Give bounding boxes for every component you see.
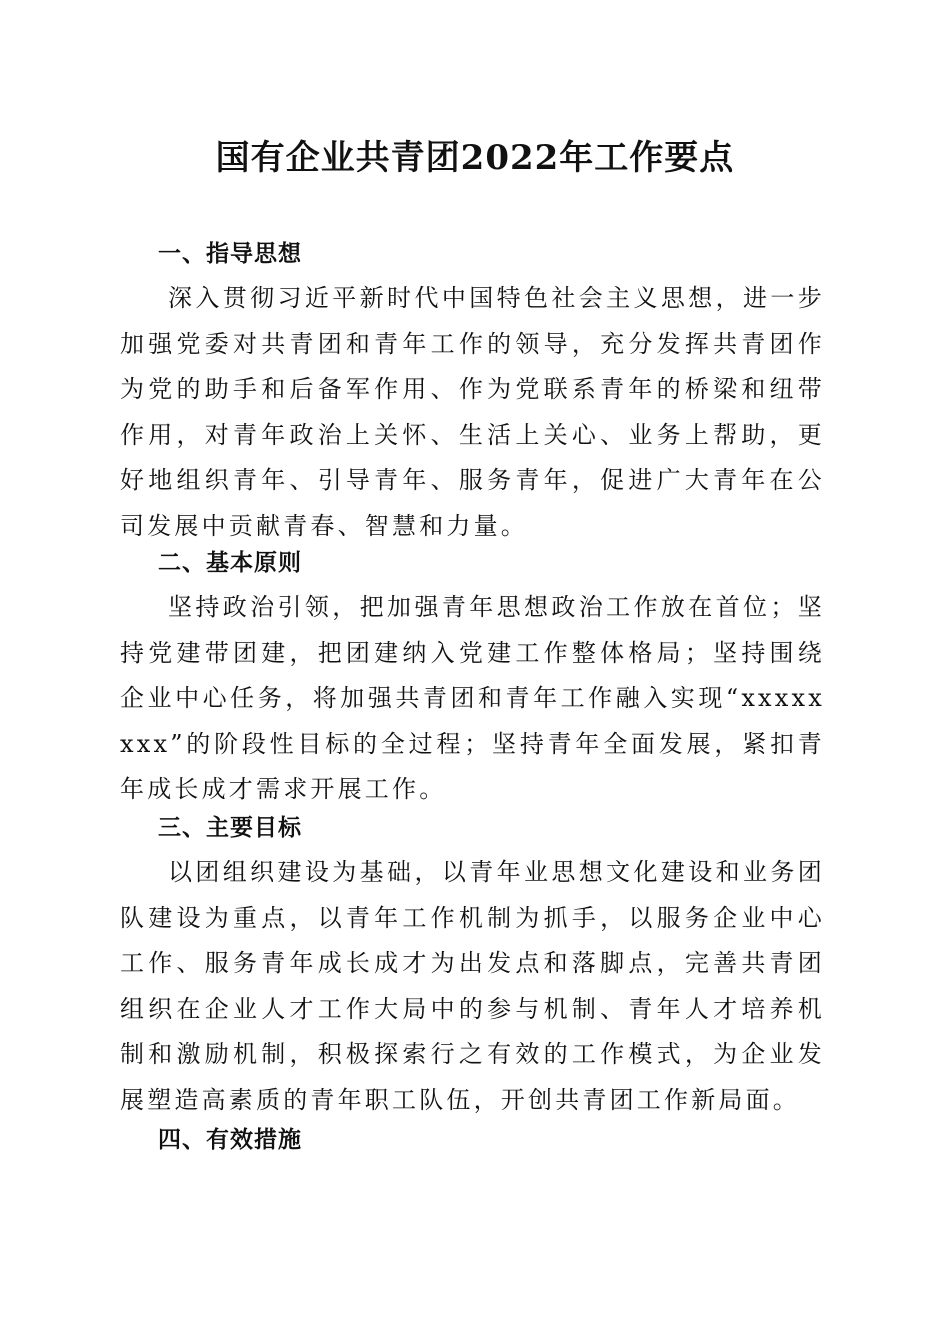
section-main-goals: [120, 806, 825, 1123]
section-heading: 二、基本原则: [158, 550, 302, 576]
section-heading: 一、指导思想: [158, 241, 302, 267]
section-body: 深入贯彻习近平新时代中国特色社会主义思想，进一步加强党委对共青团和青年工作的领导，充分发挥共青团作为党的助手和后备军作用、作为党联系青年的桥梁和纽带作用，对青年政治上关怀、生活上关心、业务上帮助，更好地组织青年、引导青年、服务青年，促进广大青年在公司发展中贡献青春、智慧和力量。: [120, 284, 825, 540]
section-body: 坚持政治引领，把加强青年思想政治工作放在首位；坚持党建带团建，把团建纳入党建工作整体格局；坚持围绕企业中心任务，将加强共青团和青年工作融入实现“xxxxxxxx”的阶段性目标的全过程；坚持青年全面发展，紧扣青年成长成才需求开展工作。: [120, 593, 825, 803]
document-title: 国有企业共青团2022年工作要点: [215, 138, 735, 178]
section-heading: 四、有效措施: [158, 1127, 302, 1153]
section-heading: 三、主要目标: [158, 815, 302, 841]
section-effective-measures: [120, 1118, 825, 1162]
section-body: 以团组织建设为基础，以青年业思想文化建设和业务团队建设为重点，以青年工作机制为抓手，以服务企业中心工作、服务青年成长成才为出发点和落脚点，完善共青团组织在企业人才工作大局中的参与机制、青年人才培养机制和激励机制，积极探索行之有效的工作模式，为企业发展塑造高素质的青年职工队伍，开创共青团工作新局面。: [120, 858, 825, 1114]
section-basic-principles: [120, 541, 825, 813]
section-guiding-ideology: [120, 232, 825, 549]
